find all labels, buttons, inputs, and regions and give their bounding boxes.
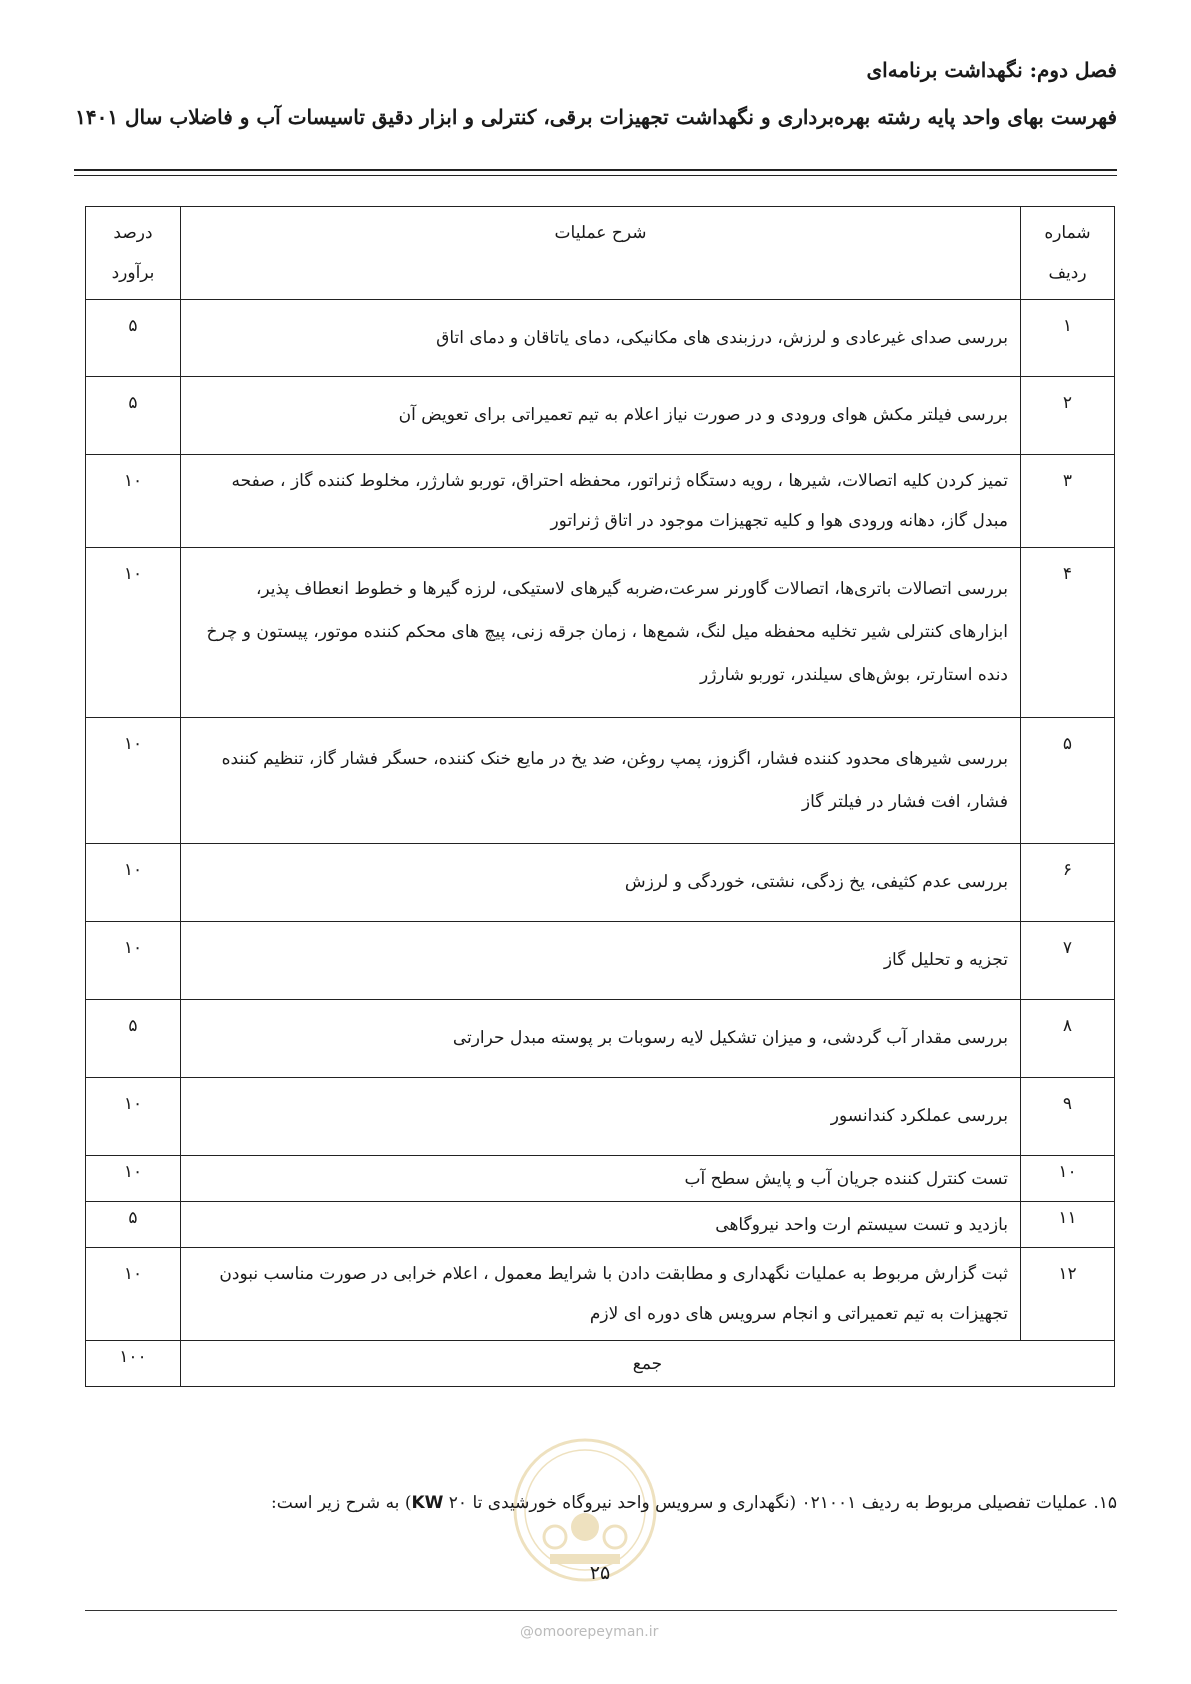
total-label: جمع (181, 1341, 1115, 1387)
table-row (86, 1202, 1115, 1248)
table-row (86, 1000, 1115, 1078)
row-description: بررسی فیلتر مکش هوای ورودی و در صورت نیاز اعلام به تیم تعمیراتی برای تعویض آن (181, 377, 1021, 455)
chapter-title: فصل دوم: نگهداشت برنامه‌ای (866, 58, 1117, 82)
row-percent: ۵ (86, 300, 181, 377)
table-row (86, 300, 1115, 377)
note-unit: KW (411, 1493, 444, 1513)
row-number: ۱۱ (1021, 1202, 1115, 1248)
row-number: ۴ (1021, 548, 1115, 718)
row-number: ۱۰ (1021, 1156, 1115, 1202)
table-row (86, 922, 1115, 1000)
row-description: بررسی شیرهای محدود کننده فشار، اگزوز، پمپ روغن، ضد یخ در مایع خنک کننده، حسگر فشار گاز، تنظیم کننده فشار، افت فشار در فیلتر گاز (181, 718, 1021, 844)
page-number: ۲۵ (589, 1562, 611, 1584)
table-row (86, 548, 1115, 718)
row-number: ۱ (1021, 300, 1115, 377)
row-description: بررسی صدای غیرعادی و لرزش، درزبندی های مکانیکی، دمای یاتاقان و دمای اتاق (181, 300, 1021, 377)
table-row (86, 1248, 1115, 1341)
row-number: ۳ (1021, 455, 1115, 548)
row-percent: ۱۰ (86, 922, 181, 1000)
table-row (86, 718, 1115, 844)
total-row (86, 1341, 1115, 1387)
table-row (86, 844, 1115, 922)
table-row (86, 455, 1115, 548)
row-percent: ۱۰ (86, 548, 181, 718)
row-description: تست کنترل کننده جریان آب و پایش سطح آب (181, 1156, 1021, 1202)
row-percent: ۵ (86, 1202, 181, 1248)
row-description: تمیز کردن کلیه اتصالات، شیرها ، رویه دستگاه ژنراتور، محفظه احتراق، توربو شارژر، مخلوط کننده گاز ، صفحه مبدل گاز، دهانه ورودی هوا و کلیه تجهیزات موجود در اتاق ژنراتور (181, 455, 1021, 548)
header-description: شرح عملیات (181, 207, 1021, 300)
row-number: ۶ (1021, 844, 1115, 922)
page-header (70, 58, 1117, 136)
row-percent: ۱۰ (86, 844, 181, 922)
row-number: ۲ (1021, 377, 1115, 455)
header-row-number: شماره ردیف (1021, 207, 1115, 300)
table-row (86, 1078, 1115, 1156)
row-number: ۸ (1021, 1000, 1115, 1078)
note-text-after: ) به شرح زیر است: (271, 1493, 412, 1513)
note-number: ۱۵. (1093, 1493, 1117, 1513)
row-description: بررسی عملکرد کندانسور (181, 1078, 1021, 1156)
watermark-text: @omoorepeyman.ir (520, 1624, 659, 1640)
row-percent: ۱۰ (86, 1248, 181, 1341)
note-paragraph (150, 1493, 1117, 1513)
row-percent: ۵ (86, 1000, 181, 1078)
document-title: فهرست بهای واحد پایه رشته بهره‌برداری و نگهداشت تجهیزات برقی، کنترلی و ابزار دقیق تاسیسات آب و فاضلاب سال ۱۴۰۱ (75, 105, 1117, 129)
row-percent: ۱۰ (86, 455, 181, 548)
footer-divider (85, 1610, 1117, 1611)
row-number: ۱۲ (1021, 1248, 1115, 1341)
header-divider (74, 169, 1117, 176)
row-number: ۹ (1021, 1078, 1115, 1156)
row-number: ۷ (1021, 922, 1115, 1000)
row-description: ثبت گزارش مربوط به عملیات نگهداری و مطابقت دادن با شرایط معمول ، اعلام خرابی در صورت مناسب نبودن تجهیزات به تیم تعمیراتی و انجام سرویس های دوره ای لازم (181, 1248, 1021, 1341)
operations-table (85, 206, 1115, 1387)
row-description: تجزیه و تحلیل گاز (181, 922, 1021, 1000)
table-row (86, 1156, 1115, 1202)
row-percent: ۱۰ (86, 718, 181, 844)
table-row (86, 377, 1115, 455)
row-description: بازدید و تست سیستم ارت واحد نیروگاهی (181, 1202, 1021, 1248)
row-number: ۵ (1021, 718, 1115, 844)
row-description: بررسی مقدار آب گردشی، و میزان تشکیل لایه رسوبات بر پوسته مبدل حرارتی (181, 1000, 1021, 1078)
row-percent: ۱۰ (86, 1078, 181, 1156)
row-description: بررسی عدم کثیفی، یخ زدگی، نشتی، خوردگی و لرزش (181, 844, 1021, 922)
total-value: ۱۰۰ (86, 1341, 181, 1387)
row-percent: ۱۰ (86, 1156, 181, 1202)
row-description: بررسی اتصالات باتری‌ها، اتصالات گاورنر سرعت،ضربه گیرهای لاستیکی، لرزه گیرها و خطوط انعطاف پذیر، ابزارهای کنترلی شیر تخلیه محفظه میل لنگ، شمع‌ها ، زمان جرقه زنی، پیچ های محکم کننده موتور، پیستون و چرخ دنده استارتر، بوش‌های سیلندر، توربو شارژر (181, 548, 1021, 718)
row-percent: ۵ (86, 377, 181, 455)
note-text-before: عملیات تفصیلی مربوط به ردیف ۰۲۱۰۰۱ (نگهداری و سرویس واحد نیروگاه خورشیدی تا ۲۰ (443, 1493, 1088, 1513)
table-header-row (86, 207, 1115, 300)
header-percent: درصد برآورد (86, 207, 181, 300)
